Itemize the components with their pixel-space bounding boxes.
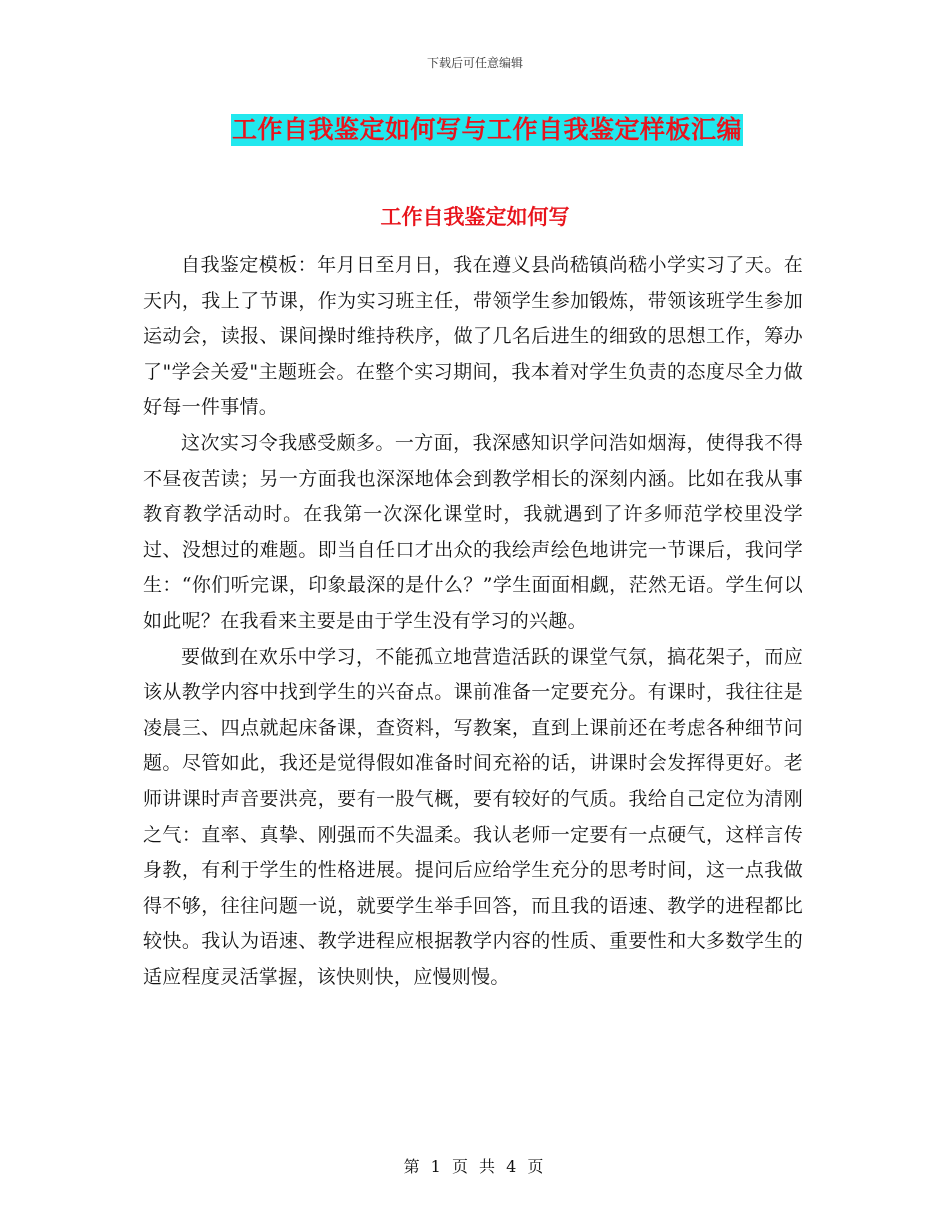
body-text — [143, 248, 803, 995]
paragraph: 自我鉴定模板：年月日至月日，我在遵义县尚嵇镇尚嵇小学实习了天。在天内，我上了节课，作为实习班主任，带领学生参加锻炼，带领该班学生参加运动会，读报、课间操时维持秩序，做了几名后进生的细致的思想工作，筹办了"学会关爱"主题班会。在整个实习期间，我本着对学生负责的态度尽全力做好每一件事情。 — [143, 254, 803, 419]
page-number-footer: 第 1 页 共 4 页 — [403, 1157, 547, 1176]
main-title: 工作自我鉴定如何写与工作自我鉴定样板汇编 — [231, 115, 742, 144]
section-title: 工作自我鉴定如何写 — [380, 205, 570, 229]
paragraph: 这次实习令我感受颇多。一方面，我深感知识学问浩如烟海，使得我不得不昼夜苦读；另一方面我也深深地体会到教学相长的深刻内涵。比如在我从事教育教学活动时。在我第一次深化课堂时，我就遇到了许多师范学校里没学过、没想过的难题。即当自任口才出众的我绘声绘色地讲完一节课后，我问学生：“你们听完课，印象最深的是什么？”学生面面相觑，茫然无语。学生何以如此呢？在我看来主要是由于学生没有学习的兴趣。 — [143, 431, 803, 632]
paragraph: 要做到在欢乐中学习，不能孤立地营造活跃的课堂气氛，搞花架子，而应该从教学内容中找到学生的兴奋点。课前准备一定要充分。有课时，我往往是凌晨三、四点就起床备课，查资料，写教案，直到上课前还在考虑各种细节问题。尽管如此，我还是觉得假如准备时间充裕的话，讲课时会发挥得更好。老师讲课时声音要洪亮，要有一股气概，要有较好的气质。我给自己定位为清刚之气：直率、真挚、刚强而不失温柔。我认老师一定要有一点硬气，这样言传身教，有利于学生的性格进展。提问后应给学生充分的思考时间，这一点我做得不够，往往问题一说，就要学生举手回答，而且我的语速、教学的进程都比较快。我认为语速、教学进程应根据教学内容的性质、重要性和大多数学生的适应程度灵活掌握，该快则快，应慢则慢。 — [143, 645, 803, 988]
header-note: 下载后可任意编辑 — [426, 56, 523, 70]
main-title-container — [0, 114, 950, 146]
